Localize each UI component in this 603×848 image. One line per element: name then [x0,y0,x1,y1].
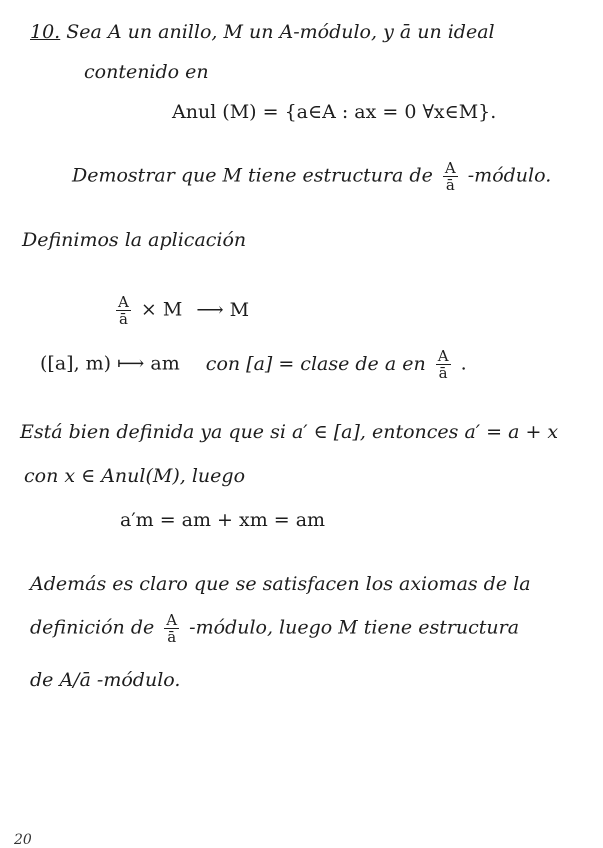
map-domain-text: × M [140,298,183,321]
map-rule-text: ([a], m) ⟼ am [40,352,180,375]
annihilator-formula: Anul (M) = {a∈A : ax = 0 ∀x∈M}. [172,101,497,123]
class-definition-text: con [a] = clase de a en [205,352,426,375]
exercise-line-1 [30,20,495,44]
map-codomain-text: ⟶ M [196,298,250,321]
exercise-line-2: contenido en [84,61,209,83]
well-defined-line-1: Está bien definida ya que si a′ ∈ [a], entonces a′ = a + x [20,421,559,443]
solution-intro: Definimos la aplicación [22,229,247,251]
quotient-fraction [436,348,451,381]
fraction-denominator: ā [167,628,177,646]
exercise-number: 10. [30,21,61,43]
fraction-numerator: A [444,159,456,177]
quotient-fraction [443,160,458,193]
fraction-denominator: ā [438,364,448,382]
fraction-numerator: A [118,293,129,311]
quotient-fraction [164,612,179,645]
exercise-text-1: Sea A un anillo, M un A-módulo, y ā un ideal [66,21,495,43]
conclusion-text-2b: -módulo, luego M tiene estructura [189,616,520,639]
conclusion-text-2a: definición de [30,616,155,639]
well-defined-equation: a′m = am + xm = am [120,509,326,531]
fraction-denominator: ā [118,310,128,328]
exercise-text-4b: -módulo. [467,164,552,187]
fraction-denominator: ā [445,176,455,194]
conclusion-line-1: Además es claro que se satisfacen los axiomas de la [30,573,531,595]
well-defined-line-2: con x ∈ Anul(M), luego [24,465,246,487]
exercise-line-4 [72,160,551,193]
map-period: . [460,352,467,375]
map-line-2 [40,348,467,381]
fraction-numerator: A [437,347,449,365]
conclusion-line-2 [30,612,519,645]
exercise-text-4a: Demostrar que M tiene estructura de [72,164,433,187]
page-number: 20 [14,832,32,848]
map-line-1 [112,294,249,327]
quotient-fraction [116,294,131,327]
fraction-numerator: A [166,611,178,629]
conclusion-line-3: de A/ā -módulo. [30,669,181,691]
